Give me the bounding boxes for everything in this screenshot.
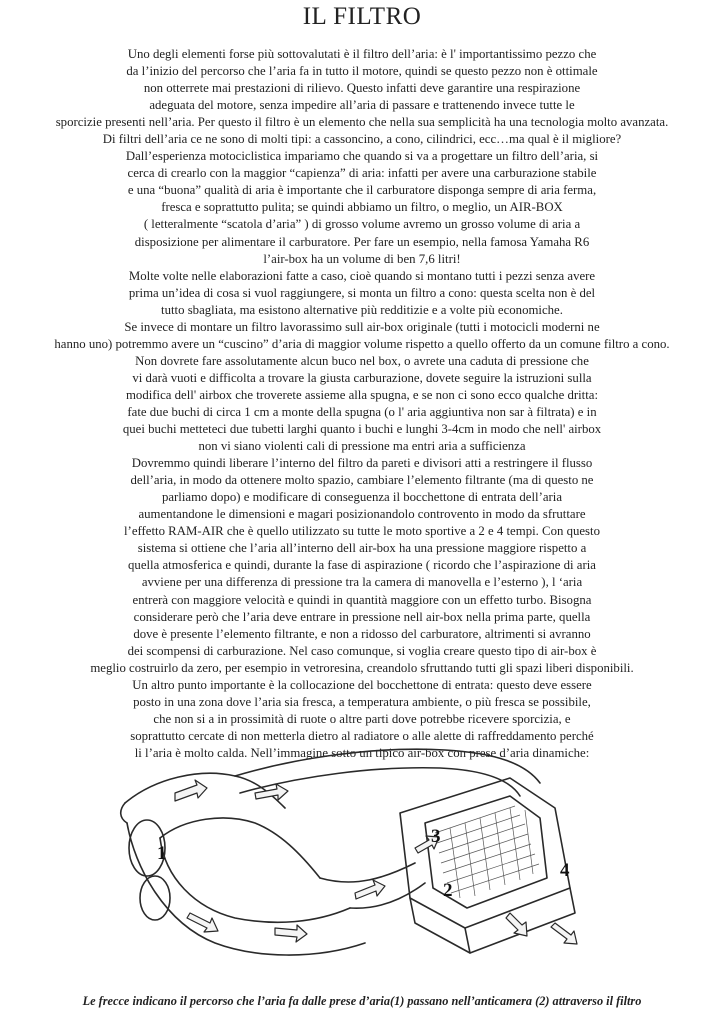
text-line: disposizione per alimentare il carburatore. Per fare un esempio, nella famosa Yamaha R6 [134,234,590,249]
text-line: da l’inizio del percorso che l’aria fa in tutto il motore, quindi se questo pezzo non è ottimale [126,64,598,79]
text-line: entrerà con maggiore velocità e quindi in quantità maggiore con un effetto turbo. Bisogna [132,592,592,607]
text-line: posto in una zona dove l’aria sia fresca, a temperatura ambiente, o più fresca se possibile, [133,694,591,709]
text-line: Un altro punto importante è la collocazione del bocchettone di entrata: questo deve essere [132,677,592,692]
text-line: sistema si ottiene che l’aria all’interno dell air-box ha una pressione maggiore rispetto a [137,541,587,556]
text-line: Molte volte nelle elaborazioni fatte a caso, cioè quando si montano tutti i pezzi senza avere [128,268,596,283]
text-line: li l’aria è molto calda. Nell’immagine sotto un tipico air-box con prese d’aria dinamiche: [134,745,590,760]
figure-caption: Le frecce indicano il percorso che l’aria fa dalle prese d’aria(1) passano nell’anticamera (2) attraverso il filtro [82,994,642,1008]
text-line: soprattutto cercate di non metterla dietro al radiatore o alle alette di raffreddamento perché [130,728,594,743]
text-line: tutto sbagliata, ma esistono alternative più redditizie e a volte più economiche. [161,302,563,317]
text-line: ( letteralmente “scatola d’aria” ) di grosso volume avremo un grosso volume di aria a [143,217,581,232]
text-line: non otterrete mai prestazioni di rilievo. Questo infatti deve garantire una respirazione [143,81,581,96]
text-line: modifica dell' airbox che troverete assieme alla spugna, e se non ci sono ecco qualche dritta: [125,387,599,402]
text-line: Se invece di montare un filtro lavorassimo sull air-box originale (tutti i motocicli moderni ne [124,319,600,334]
figure-label-1: 1 [157,843,167,864]
text-line: meglio costruirlo da zero, per esempio in vetroresina, creandolo sfruttando tutti gli spazi liberi disponibili. [90,660,634,675]
text-line: e una “buona” qualità di aria è importante che il carburatore disponga sempre di aria ferma, [127,183,597,198]
text-line: l’air-box ha un volume di ben 7,6 litri! [263,251,461,266]
text-line: quella atmosferica e quindi, durante la fase di aspirazione ( ricordo che l’aspirazione di aria [128,558,596,573]
figure-label-4: 4 [560,860,570,881]
text-line: aumentandone le dimensioni e magari posizionandolo controvento in modo da sfruttare [138,507,586,522]
text-line: avviene per una differenza di pressione tra la camera di manovella e l’esterno ), l ‘aria [141,575,583,590]
text-line: quei buchi metteteci due tubetti larghi quanto i buchi e lunghi 3-4cm in modo che nell' airbox [122,422,602,437]
text-line: fate due buchi di circa 1 cm a monte della spugna (o l' aria aggiuntiva non sar à filtrata) e in [127,404,597,419]
text-line: Non dovrete fare assolutamente alcun buco nel box, o avrete una caduta di pressione che [135,353,589,368]
article-body [0,46,724,762]
text-line: l’effetto RAM-AIR che è quello utilizzato su tutte le moto sportive a 2 e 4 tempi. Con questo [124,524,600,539]
text-line: Di filtri dell’aria ce ne sono di molti tipi: a cassoncino, a cono, cilindrici, ecc…ma qual è il migliore? [102,132,622,147]
text-line: sporcizie presenti nell’aria. Per questo il filtro è un elemento che nella sua semplicità ha una tecnologia molto avanzata. [55,115,669,130]
text-line: Dovremmo quindi liberare l’interno del filtro da pareti e divisori atti a restringere il flusso [131,456,593,471]
page-title: IL FILTRO [302,3,422,30]
text-line: adeguata del motore, senza impedire all’aria di passare e trattenendo invece tutte le [149,98,575,113]
text-line: non vi siano violenti cali di pressione ma entri aria a sufficienza [198,439,526,454]
figure-label-2: 2 [443,880,453,901]
text-line: considerare però che l’aria deve entrare in pressione nell air-box nella prima parte, quella [133,609,591,624]
text-line: fresca e soprattutto pulita; se quindi abbiamo un filtro, o meglio, un AIR-BOX [161,200,563,215]
air-box-drawing-icon [115,738,595,983]
text-line: dell’aria, in modo da ottenere molto spazio, cambiare l’elemento filtrante (ma di questo ne [130,473,594,488]
text-line: Dall’esperienza motociclistica impariamo che quando si va a progettare un filtro dell’aria, si [125,149,599,164]
text-line: dei scompensi di carburazione. Nel caso comunque, si voglia creare questo tipo di air-box è [127,643,597,658]
text-line: che non si a in prossimità di ruote o altre parti dove potrebbe ricevere sporcizia, e [153,711,571,726]
text-line: vi darà vuoti e difficolta a trovare la giusta carburazione, dovete seguire la istruzioni sulla [132,370,592,385]
text-line: Uno degli elementi forse più sottovalutati è il filtro dell’aria: è l' importantissimo pezzo che [127,47,597,61]
text-line: parliamo dopo) e modificare di conseguenza il bocchettone di entrata dell’aria [161,490,563,505]
text-line: prima un’idea di cosa si vuol raggiungere, si monta un filtro a cono: questa scelta non è del [128,285,596,300]
text-line: hanno uno) potremmo avere un “cuscino” d’aria di maggior volume rispetto a quello offerto da un comune filtro a cono. [54,336,670,351]
figure-label-3: 3 [431,826,441,847]
text-line: cerca di crearlo con la maggior “capienza” di aria: infatti per avere una carburazione stabile [127,166,597,181]
text-line: dove è presente l’elemento filtrante, e non a ridosso del carburatore, altrimenti si avranno [133,626,591,641]
